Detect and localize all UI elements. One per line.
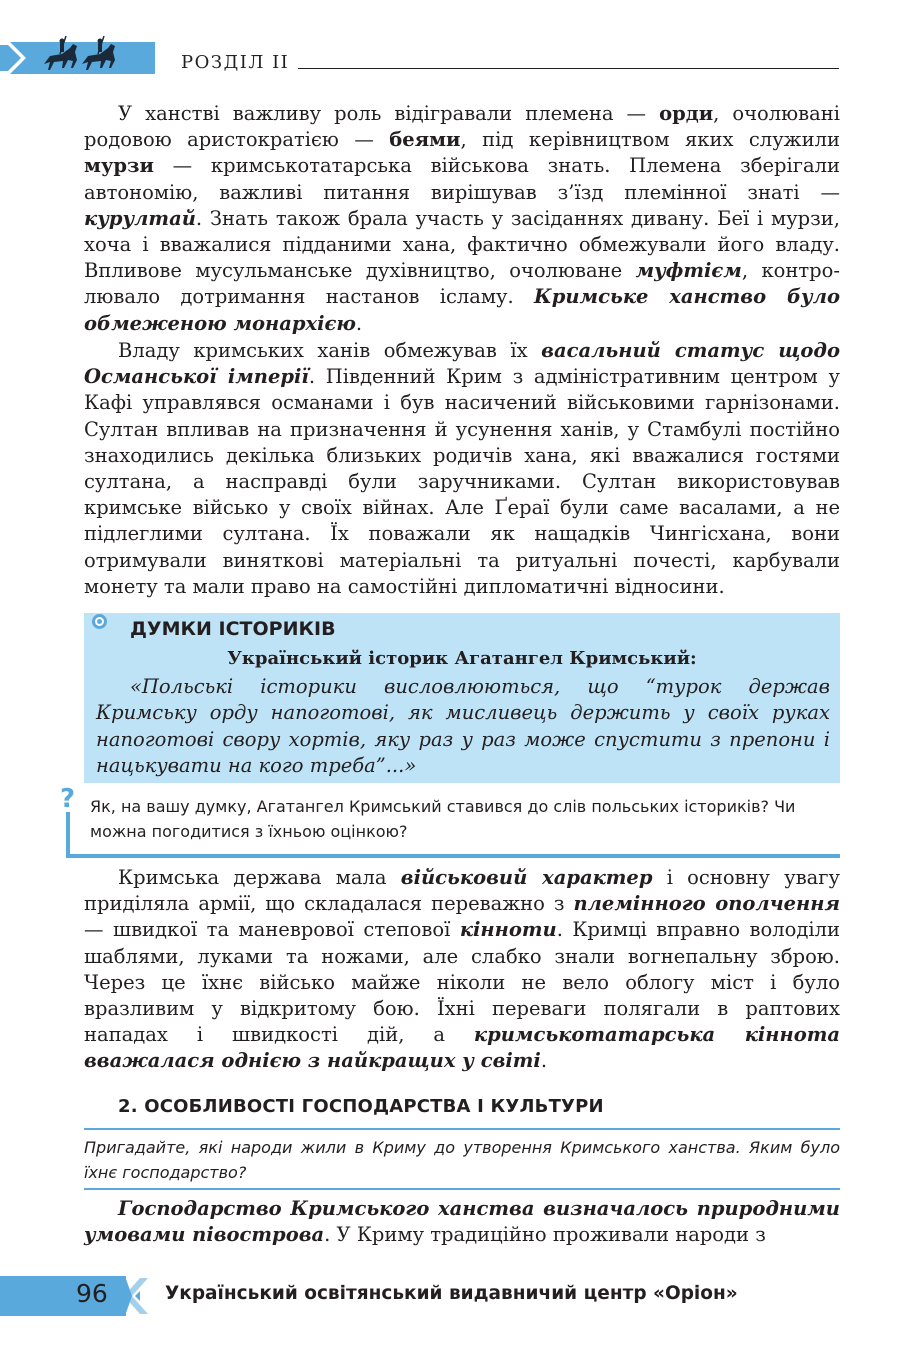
horse-riders-icon xyxy=(40,34,124,76)
term-murzy: мурзи xyxy=(84,154,154,178)
quote-text: «Польські історики висловлюються, що “турок держав Кримську орду напоготові, як мисливець держить у своїх руках напоготові свору хортів, яку раз у раз може спустити з препони і нацькувати на кого треба”...» xyxy=(96,675,830,778)
header-chevron-icon xyxy=(0,42,30,74)
opinion-author: Український історик Агатангел Кримський: xyxy=(227,648,697,669)
footer-chevron-icon xyxy=(126,1276,152,1316)
header-rule xyxy=(298,68,839,69)
bullet-dot xyxy=(97,619,102,624)
text-run: . Південний Крим з адміністративним центром у Кафі управлявся османами і був насичений військовими гарнізонами. Султан впливав на призначення й усунення ханів, у Стамбулі постійно знаходились декілька близьких родичів хана, які вважалися гостями султана, а насправді були заручниками. Султан використовував кримське військо у своїх війнах. Але Ґераї були саме васалами, а не підлеглими султана. Їх поважали як нащадків Чингісхана, вони отримували виняткові матеріальні та ритуальні почесті, карбували монету та мали право на самостійні дипломатичні відносини. xyxy=(84,365,840,598)
key-term: кінноти xyxy=(459,918,557,942)
publisher-name: Український освітянський видавничий центр «Оріон» xyxy=(165,1283,738,1304)
text-run: Кримська держава мала xyxy=(118,866,401,889)
term-ordy: орди xyxy=(659,102,714,125)
paragraph-2 xyxy=(84,338,840,600)
text-run: , очолювані родовою аристократією — xyxy=(84,102,840,152)
key-statement: Кримське ханство було обмеженою монархією xyxy=(84,285,840,335)
key-statement: Господарство Кримського ханства визначалось природними умовами півострова xyxy=(84,1197,840,1247)
term-mufti: муфтієм xyxy=(635,259,742,283)
key-term: військовий характер xyxy=(400,866,653,889)
opinion-title: ДУМКИ ІСТОРИКІВ xyxy=(130,618,336,640)
paragraph-1 xyxy=(84,101,840,337)
key-statement: васальний статус щодо Османської імперії xyxy=(84,339,840,389)
text-run: . Знать також брала участь у засіданнях дивану. Беї і мурзи, хоча і вважалися підданими хана, фактично обмежували його владу. Впливове мусульманське духівництво, очолюване xyxy=(84,206,840,283)
recall-top-rule xyxy=(84,1128,840,1130)
paragraph-4 xyxy=(84,1196,840,1248)
text-run: Владу кримських ханів обмежував їх xyxy=(118,339,542,362)
text-run: і основну увагу приділяла армії, що складалася переважно з xyxy=(84,866,840,916)
text-run: , контро-лювало дотримання настанов ісламу. xyxy=(84,259,840,309)
recall-prompt: Пригадайте, які народи жили в Криму до утворення Кримського ханства. Яким було їхнє господарство? xyxy=(84,1138,840,1182)
opinion-quote xyxy=(96,674,830,780)
page-number: 96 xyxy=(76,1279,108,1308)
text-run: — швидкої та маневрової степової xyxy=(84,918,460,942)
term-beyi: беями xyxy=(389,128,461,152)
key-term: племінного ополчення xyxy=(573,892,840,916)
question-mark-icon: ? xyxy=(60,784,76,814)
question-bar xyxy=(66,812,70,858)
text-run: . xyxy=(540,1049,548,1073)
text-run: . xyxy=(355,311,363,335)
footer-band xyxy=(0,1276,140,1316)
term-kurultai: курултай xyxy=(84,206,196,230)
paragraph-3 xyxy=(84,865,840,1075)
question-text: Як, на вашу думку, Агатангел Кримський ставився до слів польських істориків? Чи можна погодитися з їхньою оцінкою? xyxy=(90,797,796,841)
text-run: — кримськотатарська військова знать. Племена зберігали автономію, важливі питання вирішував з’їзд племінної знаті — xyxy=(84,154,840,204)
text-run: У ханстві важливу роль відігравали племена — xyxy=(118,102,660,125)
question-underline xyxy=(66,854,840,858)
text-run: . У Криму традиційно проживали народи з xyxy=(324,1223,766,1247)
text-run: , під керівництвом яких служили xyxy=(460,128,840,152)
key-statement: кримськотатарська кіннота вважалася однією з найкращих у світі xyxy=(84,1023,841,1073)
text-run: . Кримці вправно володіли шаблями, луками та ножами, але слабко знали вогнепальну зброю. Через це їхнє військо майже ніколи не вело облогу міст і було вразливим у відкритому бою. Їхні переваги полягали в раптових нападах і швидкості дій, а xyxy=(84,918,840,1047)
chapter-heading: РОЗДІЛ II xyxy=(181,52,290,73)
recall-bottom-rule xyxy=(84,1188,840,1190)
section-title: 2. ОСОБЛИВОСТІ ГОСПОДАРСТВА І КУЛЬТУРИ xyxy=(118,1096,604,1117)
